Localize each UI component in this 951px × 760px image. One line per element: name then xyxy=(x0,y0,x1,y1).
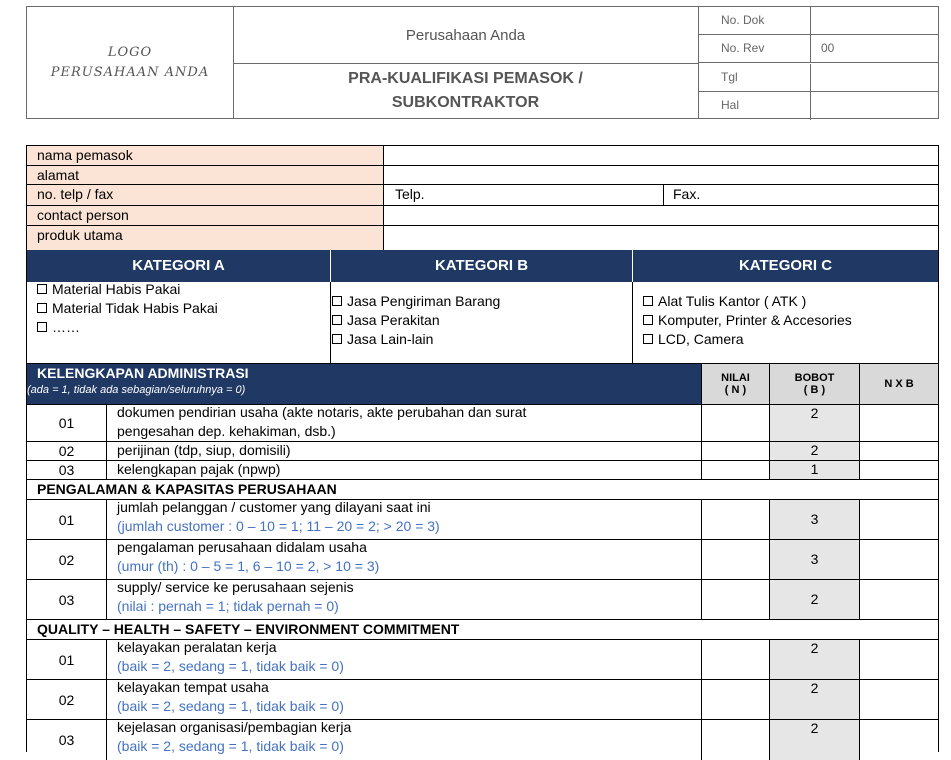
category-c-list xyxy=(643,292,852,373)
category-a-list xyxy=(37,280,218,361)
table-row xyxy=(27,540,938,580)
nilai-cell[interactable] xyxy=(701,405,769,441)
field-label: nama pemasok xyxy=(27,146,384,165)
field-row-name[interactable] xyxy=(27,146,938,166)
meta-label: Tgl xyxy=(699,64,811,91)
row-description: pengalaman perusahaan didalam usaha (umur (th) : 0 – 5 = 1, 6 – 10 = 2, > 10 = 3) xyxy=(117,539,380,574)
checkbox-icon[interactable] xyxy=(643,296,653,306)
title-line-1: PRA-KUALIFIKASI PEMASOK / xyxy=(348,70,583,87)
meta-label: Hal xyxy=(699,92,811,120)
category-header xyxy=(27,250,938,282)
row-number: 01 xyxy=(27,500,107,539)
checkbox-icon[interactable] xyxy=(332,296,342,306)
category-c-option[interactable]: LCD, Camera xyxy=(643,330,852,349)
row-number: 03 xyxy=(27,720,107,760)
field-row-product[interactable] xyxy=(27,226,938,250)
row-number: 03 xyxy=(27,580,107,619)
bobot-cell: 1 xyxy=(769,461,859,479)
row-description: jumlah pelanggan / customer yang dilayani saat ini (jumlah customer : 0 – 10 = 1; 11 – 20 = 2; > 20 = 3) xyxy=(117,499,440,534)
field-label: contact person xyxy=(27,206,384,225)
nxb-cell[interactable] xyxy=(859,540,938,579)
checkbox-icon[interactable] xyxy=(37,284,47,294)
table-row xyxy=(27,640,938,680)
category-a-title: KATEGORI A xyxy=(132,257,225,274)
table-row xyxy=(27,404,938,442)
nilai-cell[interactable] xyxy=(701,461,769,479)
row-description: kelayakan tempat usaha (baik = 2, sedang = 1, tidak baik = 0) xyxy=(117,679,344,714)
nxb-cell[interactable] xyxy=(859,640,938,679)
document-title xyxy=(233,64,699,118)
nxb-cell[interactable] xyxy=(859,461,938,479)
qhse-section-title: QUALITY – HEALTH – SAFETY – ENVIRONMENT COMMITMENT xyxy=(27,620,938,640)
col-nxb-header: N X B xyxy=(859,364,938,404)
row-description: kelayakan peralatan kerja (baik = 2, sedang = 1, tidak baik = 0) xyxy=(117,639,344,674)
table-row xyxy=(27,500,938,540)
divider xyxy=(330,282,331,363)
telp-label: Telp. xyxy=(395,186,425,202)
row-number: 02 xyxy=(27,442,107,460)
nilai-cell[interactable] xyxy=(701,500,769,539)
category-a-option[interactable]: Material Habis Pakai xyxy=(37,280,218,299)
category-c-title: KATEGORI C xyxy=(738,257,833,274)
admin-title-cell xyxy=(27,364,701,404)
meta-row-doc xyxy=(699,7,938,35)
nilai-cell[interactable] xyxy=(701,442,769,460)
meta-row-date xyxy=(699,64,938,92)
checkbox-icon[interactable] xyxy=(332,315,342,325)
nxb-cell[interactable] xyxy=(859,405,938,441)
nxb-cell[interactable] xyxy=(859,442,938,460)
row-number: 02 xyxy=(27,540,107,579)
category-b-option[interactable]: Jasa Lain-lain xyxy=(332,330,500,349)
nxb-cell[interactable] xyxy=(859,580,938,619)
document-header xyxy=(26,6,939,119)
col-nilai-header: NILAI ( N ) xyxy=(701,364,769,404)
category-b-list xyxy=(332,292,500,373)
category-b-title: KATEGORI B xyxy=(434,257,529,274)
experience-section-title: PENGALAMAN & KAPASITAS PERUSAHAAN xyxy=(27,480,938,500)
category-a-option[interactable]: Material Tidak Habis Pakai xyxy=(37,299,218,318)
checkbox-icon[interactable] xyxy=(37,322,47,332)
admin-section-header xyxy=(27,364,938,404)
category-c-option[interactable]: Komputer, Printer & Accesories xyxy=(643,311,852,330)
nxb-cell[interactable] xyxy=(859,680,938,719)
meta-label: No. Dok xyxy=(699,7,811,34)
table-row xyxy=(27,680,938,720)
prequalification-form xyxy=(26,145,939,752)
bobot-cell: 2 xyxy=(769,405,859,441)
field-row-address[interactable] xyxy=(27,166,938,185)
row-description: kelengkapan pajak (npwp) xyxy=(117,461,281,477)
bobot-cell: 2 xyxy=(769,442,859,460)
checkbox-icon[interactable] xyxy=(37,303,47,313)
divider xyxy=(632,282,633,363)
meta-row-rev xyxy=(699,35,938,63)
row-number: 01 xyxy=(27,405,107,441)
fax-label: Fax. xyxy=(673,186,701,202)
nilai-cell[interactable] xyxy=(701,540,769,579)
row-description: dokumen pendirian usaha (akte notaris, akte perubahan dan surat pengesahan dep. kehakiman, dsb.) xyxy=(117,404,527,439)
logo-line-1: LOGO xyxy=(107,44,153,60)
bobot-cell: 3 xyxy=(769,540,859,579)
table-row xyxy=(27,720,938,760)
row-description: kejelasan organisasi/pembagian kerja (baik = 2, sedang = 1, tidak baik = 0) xyxy=(117,719,352,754)
row-number: 01 xyxy=(27,640,107,679)
divider xyxy=(663,185,664,205)
nxb-cell[interactable] xyxy=(859,500,938,539)
row-description: perijinan (tdp, siup, domisili) xyxy=(117,442,291,458)
nilai-cell[interactable] xyxy=(701,580,769,619)
bobot-cell: 2 xyxy=(769,720,859,760)
meta-row-page xyxy=(699,92,938,120)
category-c-option[interactable]: Alat Tulis Kantor ( ATK ) xyxy=(643,292,852,311)
bobot-cell: 3 xyxy=(769,500,859,539)
bobot-cell: 2 xyxy=(769,640,859,679)
category-a-option[interactable]: …… xyxy=(37,318,218,337)
row-description: supply/ service ke perusahaan sejenis (nilai : pernah = 1; tidak pernah = 0) xyxy=(117,579,354,614)
title-line-2: SUBKONTRAKTOR xyxy=(391,94,540,111)
table-row xyxy=(27,461,938,480)
nilai-cell[interactable] xyxy=(701,720,769,760)
admin-title: KELENGKAPAN ADMINISTRASI xyxy=(37,365,249,381)
company-name: Perusahaan Anda xyxy=(233,7,699,64)
nilai-cell[interactable] xyxy=(701,640,769,679)
row-number: 03 xyxy=(27,461,107,479)
field-label: alamat xyxy=(27,166,384,184)
checkbox-icon[interactable] xyxy=(332,334,342,344)
field-label: produk utama xyxy=(27,226,384,250)
table-row xyxy=(27,580,938,620)
nilai-cell[interactable] xyxy=(701,680,769,719)
logo-line-2: PERUSAHAAN ANDA xyxy=(50,64,210,80)
field-label: no. telp / fax xyxy=(27,185,384,205)
col-bobot-header: BOBOT ( B ) xyxy=(769,364,859,404)
category-options xyxy=(27,282,938,364)
bobot-cell: 2 xyxy=(769,580,859,619)
admin-note: (ada = 1, tidak ada sebagian/seluruhnya = 0) xyxy=(27,384,246,396)
field-row-contact[interactable] xyxy=(27,206,938,226)
category-b-option[interactable]: Jasa Perakitan xyxy=(332,311,500,330)
bobot-cell: 2 xyxy=(769,680,859,719)
checkbox-icon[interactable] xyxy=(643,315,653,325)
field-row-phone[interactable] xyxy=(27,185,938,206)
category-b-option[interactable]: Jasa Pengiriman Barang xyxy=(332,292,500,311)
checkbox-icon[interactable] xyxy=(643,334,653,344)
nxb-cell[interactable] xyxy=(859,720,938,760)
row-number: 02 xyxy=(27,680,107,719)
meta-value: 00 xyxy=(821,41,835,55)
company-logo xyxy=(27,7,234,118)
table-row xyxy=(27,442,938,461)
meta-label: No. Rev xyxy=(699,35,811,62)
